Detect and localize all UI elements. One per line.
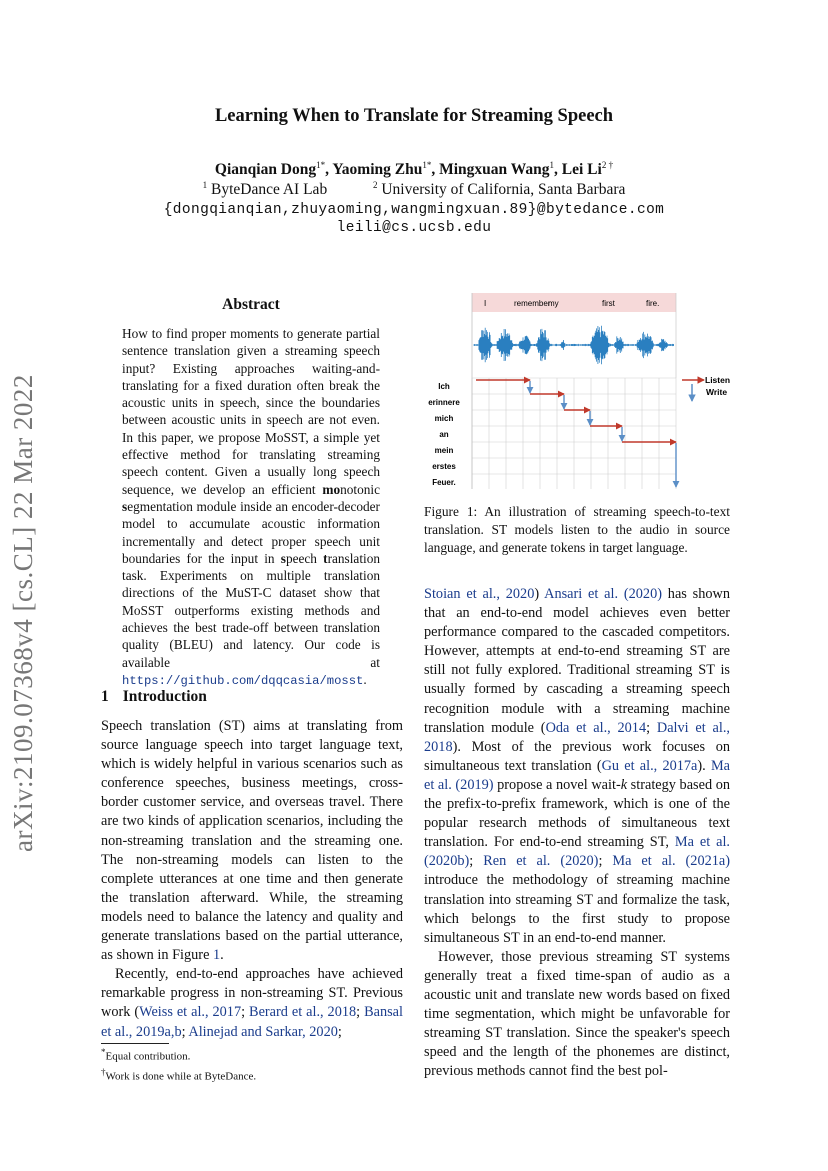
- section-heading: 1 Introduction: [101, 688, 207, 705]
- figure-caption: Figure 1: An illustration of streaming speech-to-text translation. ST models listen to the audio in source language, and generate tokens in target language.: [424, 504, 730, 555]
- paper-title: Learning When to Translate for Streaming Speech: [214, 106, 614, 126]
- target-word: erstes: [432, 462, 456, 471]
- target-word: mich: [434, 414, 454, 423]
- abstract-body: How to find proper moments to generate partial sentence translation given a streaming speech input? Existing approaches waiting-and-translating for a fixed duration often break the acoustic units in speech, since the boundaries between acoustic units in speech are not even. In this paper, we propose MoSST, a simple yet effective method for translating streaming speech content. Given a usually long speech sequence, we develop an efficient monotonic segmentation module inside an encoder-decoder model to accumulate acoustic information incrementally and detect proper speech unit boundaries for the input in speech translation task. Experiments on multiple translation directions of the MuST-C dataset show that MoSST outperforms existing methods and achieves the best trade-off between translation quality (BLEU) and latency. Our code is available at https://github.com/dqqcasia/mosst.: [122, 326, 381, 688]
- affiliation-name: ByteDance AI Lab: [210, 181, 328, 199]
- affiliation-number: 2: [372, 180, 378, 190]
- citation-link[interactable]: Gu et al., 2017a: [601, 757, 698, 774]
- intro-body: [101, 717, 403, 1042]
- target-word: an: [439, 430, 449, 439]
- waveform: [474, 326, 674, 365]
- footnotes: [101, 1045, 256, 1084]
- source-word: I: [484, 299, 487, 308]
- legend-listen: Listen: [705, 375, 730, 385]
- citation-link[interactable]: Oda et al., 2014: [545, 719, 647, 736]
- source-word: my: [548, 299, 559, 308]
- footnote-rule: [101, 1043, 169, 1044]
- target-word: erinnere: [428, 398, 460, 407]
- right-column-body: [424, 585, 730, 1081]
- affiliation-number: 1: [202, 180, 208, 190]
- author-mark: 1*: [316, 160, 326, 170]
- figure-ref-link[interactable]: 1: [213, 947, 221, 964]
- citation-link[interactable]: Dalvi et al., 2018: [424, 719, 730, 755]
- author-name: Lei Li: [561, 161, 602, 179]
- citation-link[interactable]: Ansari et al. (2020): [544, 586, 662, 602]
- target-word: Feuer.: [432, 478, 456, 487]
- target-word: mein: [434, 446, 454, 455]
- email-line: {dongqianqian,zhuyaoming,wangmingxuan.89}@bytedance.com: [163, 202, 665, 218]
- target-word: Ich: [438, 382, 450, 391]
- footnote: †Work is done while at ByteDance.: [101, 1066, 257, 1083]
- author-name: Yaoming Zhu: [332, 161, 423, 179]
- citation-link[interactable]: Weiss et al., 2017: [139, 1004, 242, 1021]
- grid: [472, 293, 676, 489]
- author-name: Mingxuan Wang: [439, 161, 550, 179]
- paragraph: However, those previous streaming ST systems generally treat a fixed time-span of audio as a acoustic unit and translate new words based on fixed time segmentation, which might be unfavorable for streaming ST translation. Since the speaker's speech speed and the length of the phonemes are distinct, previous methods cannot find the best pol-: [424, 948, 730, 1080]
- legend-write: Write: [706, 387, 728, 397]
- target-words: [428, 382, 460, 487]
- author-mark: 1*: [422, 160, 432, 170]
- paragraph: Recently, end-to-end approaches have achieved remarkable progress in non-streaming ST. Previous work (Weiss et al., 2017; Berard et al., 2018; Bansal et al., 2019a,b; Alinejad and Sarkar, 2020;: [101, 966, 403, 1040]
- author-list: Qianqian Dong$^{1*}$, Yaoming Zhu$^{1*}$, Mingxuan Wang$^1$, Lei $Li^{2 \dagger}$: [214, 160, 614, 179]
- code-link[interactable]: https://github.com/dqqcasia/mosst: [122, 673, 364, 688]
- citation-link[interactable]: Ma et al. (2021a): [612, 853, 731, 870]
- footnote: *Equal contribution.: [101, 1047, 191, 1063]
- abstract-heading: Abstract: [222, 296, 280, 313]
- source-word: remember: [514, 299, 551, 308]
- figure-label: Figure 1:: [424, 504, 478, 519]
- citation-link[interactable]: Stoian et al., 2020: [424, 586, 535, 602]
- waveform-trace: [474, 326, 674, 365]
- source-word: first: [602, 299, 615, 308]
- citation-link[interactable]: Ren et al. (2020): [483, 853, 599, 870]
- paragraph: Speech translation (ST) aims at translating from source language speech into target language text, which is widely helpful in various scenarios such as conference speeches, business meetings, cross-border customer service, and overseas travel. There are two kinds of application scenarios, including the non-streaming translation and the streaming one. The non-streaming models can listen to the complete utterances at one time and then generate the translation afterward. While, the streaming models need to balance the latency and quality and generate translations based on the partial utterance, as shown in Figure 1.: [101, 718, 403, 964]
- paragraph: Stoian et al., 2020) Ansari et al. (2020) has shown that an end-to-end model achieves even better performance compared to the cascaded competitors. However, attempts at end-to-end streaming ST are still not fully explored. Traditional streaming ST is usually formed by cascading a streaming speech recognition module with a streaming machine translation module (Oda et al., 2014; Dalvi et al., 2018). Most of the previous work focuses on simultaneous text translation (Gu et al., 2017a). Ma et al. (2019) propose a novel wait-k strategy based on the prefix-to-prefix framework, which is one of the popular research methods of simultaneous text translation. For end-to-end streaming ST, Ma et al. (2020b); Ren et al. (2020); Ma et al. (2021a) introduce the methodology of streaming machine translation into streaming ST and formalize the task, which belongs to the first study to propose simultaneous ST in an end-to-end manner.: [424, 586, 731, 946]
- source-word: fire.: [646, 299, 660, 308]
- citation-link[interactable]: Ma et al. (2019): [424, 757, 730, 793]
- legend: [682, 375, 730, 401]
- author-mark: 2 †: [601, 160, 614, 170]
- figure-streaming-illustration: [424, 293, 730, 489]
- arxiv-identifier: arXiv:2109.07368v4 [cs.CL] 22 Mar 2022: [8, 374, 38, 852]
- email-line: leili@cs.ucsb.edu: [336, 220, 492, 236]
- citation-link[interactable]: Ma et al. (2020b): [424, 834, 730, 870]
- author-mark: 1: [549, 160, 555, 170]
- citation-link[interactable]: Bansal et al., 2019a,b: [101, 1004, 403, 1040]
- author-name: Qianqian Dong: [214, 161, 317, 179]
- citation-link[interactable]: Berard et al., 2018: [249, 1004, 357, 1021]
- affiliations: [0, 180, 828, 199]
- citation-link[interactable]: Alinejad and Sarkar, 2020: [188, 1023, 338, 1040]
- affiliation-name: University of California, Santa Barbara: [381, 181, 626, 199]
